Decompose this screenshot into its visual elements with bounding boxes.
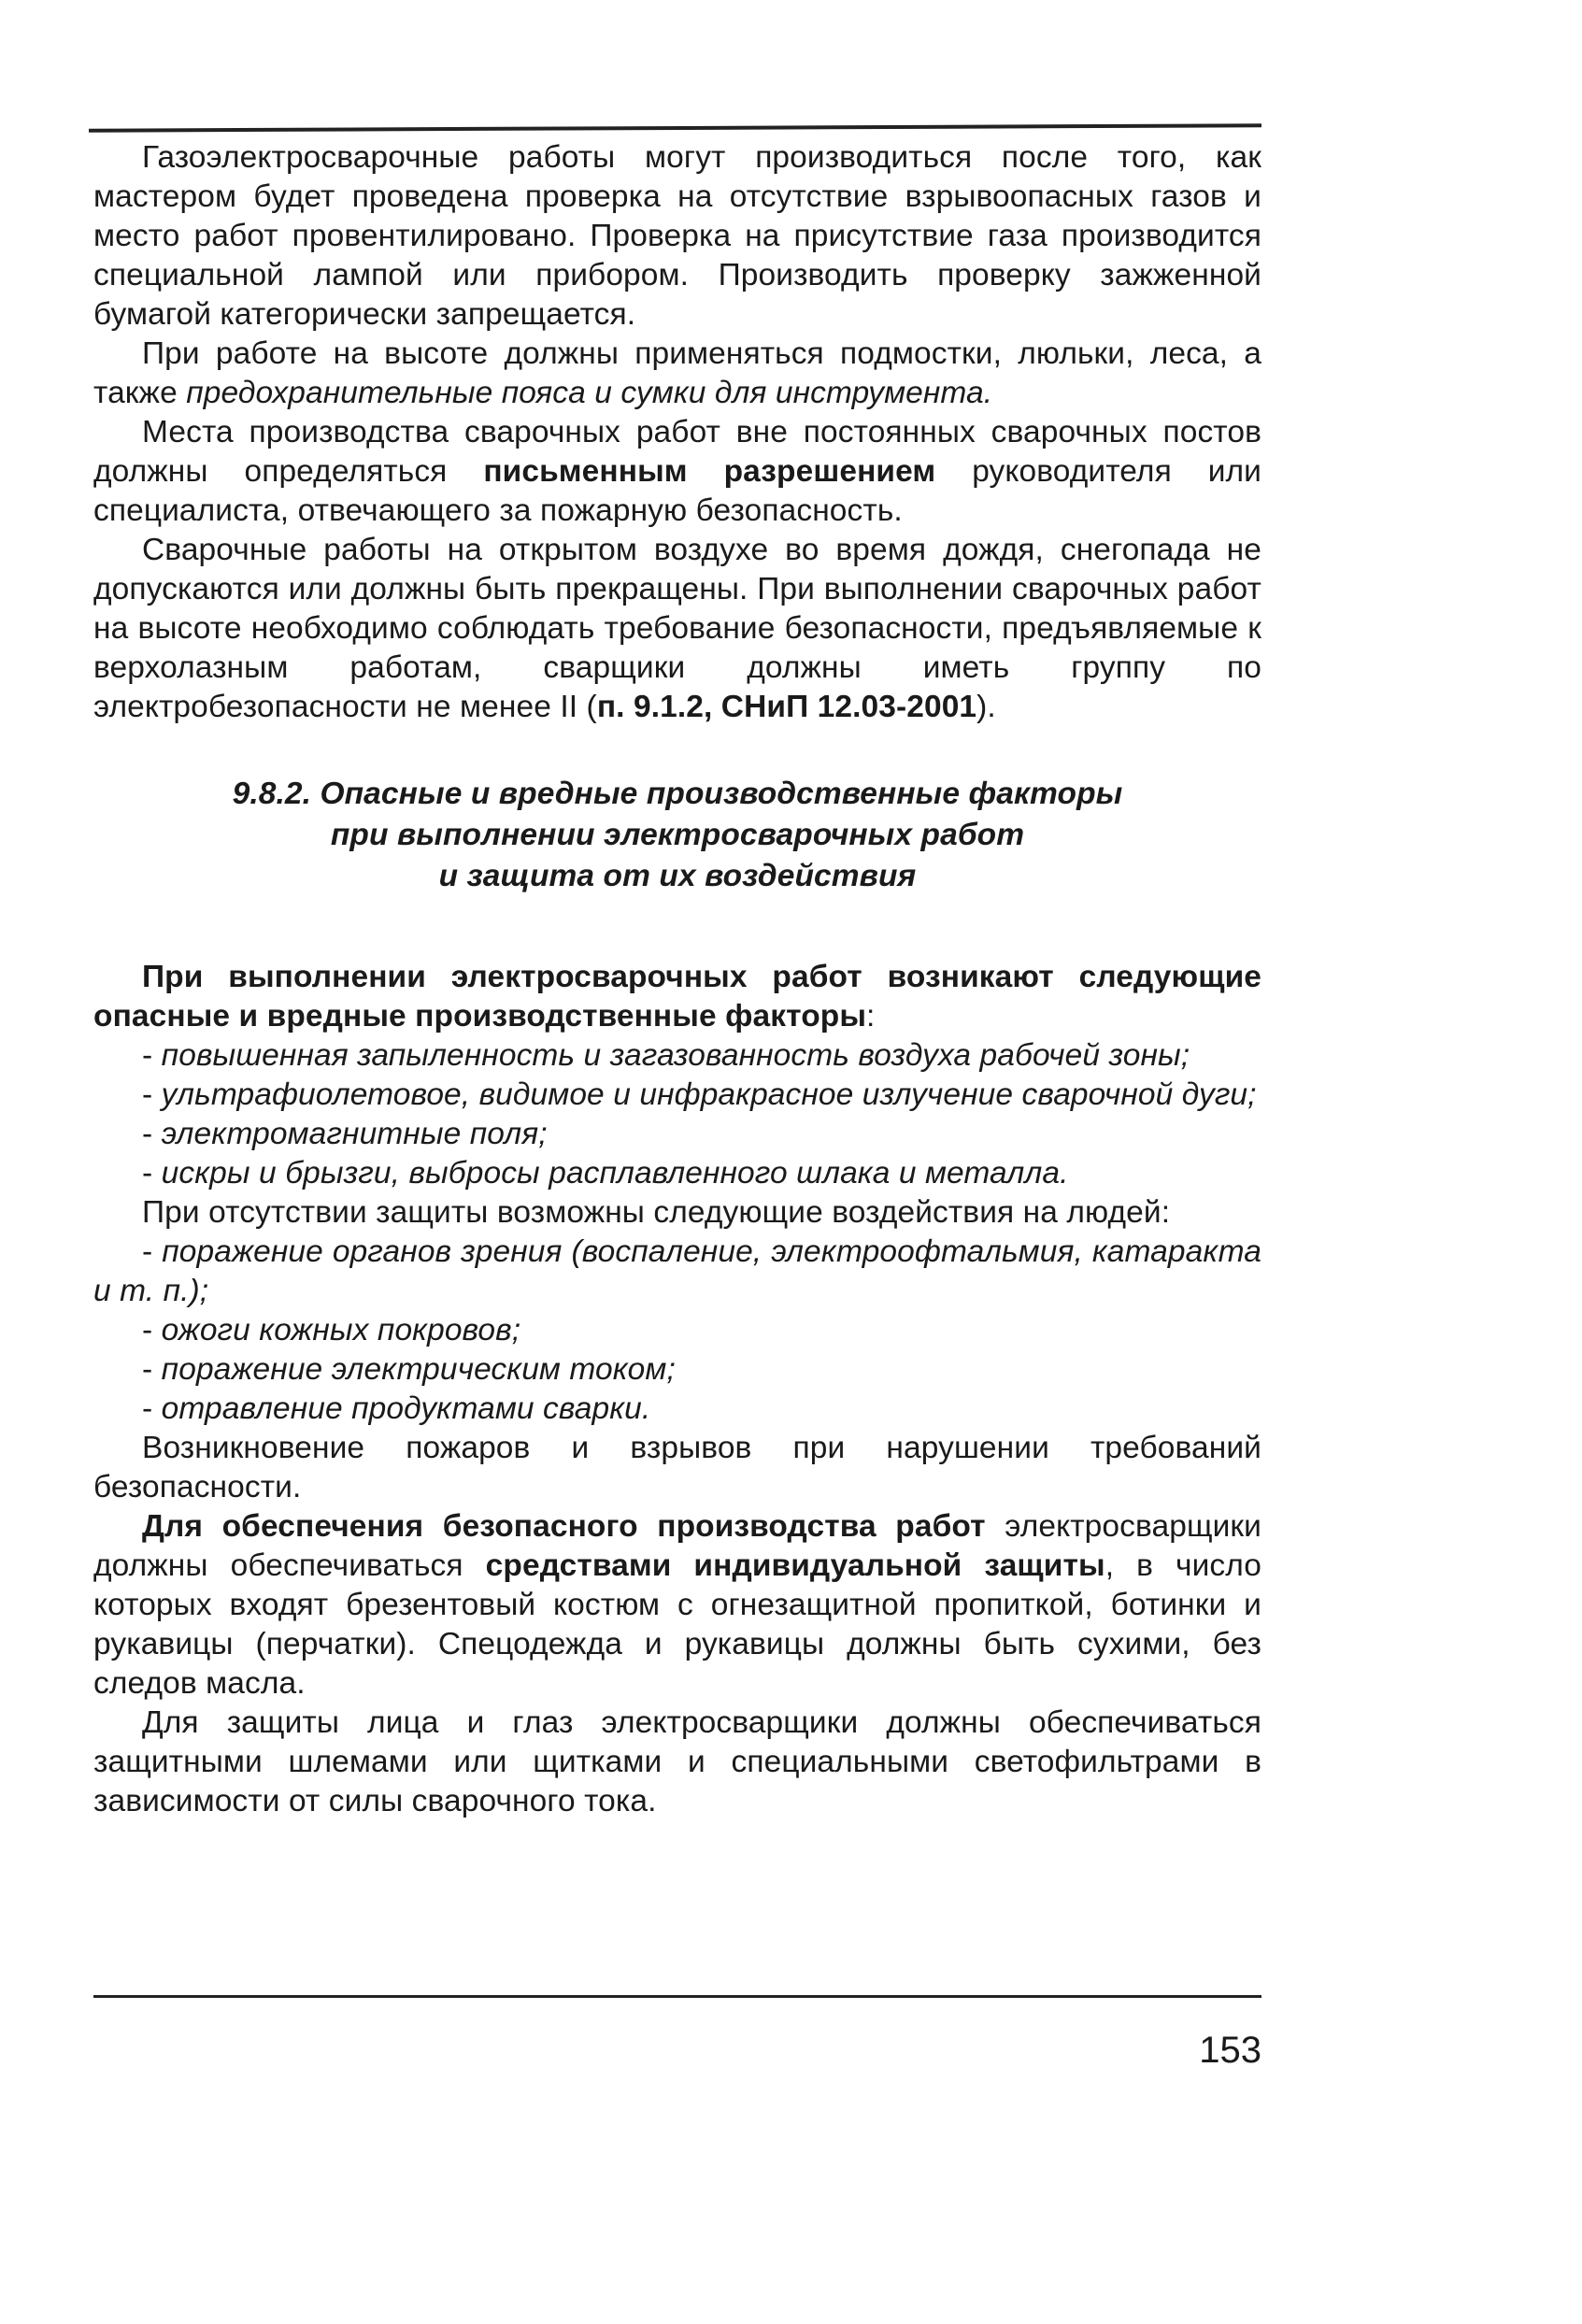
section-heading-line: 9.8.2. Опасные и вредные производственные факторы: [232, 777, 1123, 811]
list-item-text: повышенная запыленность и загазованность воздуха рабочей зоны;: [161, 1038, 1190, 1073]
paragraph-bold-text: п. 9.1.2, СНиП 12.03-2001: [596, 690, 977, 724]
list-item-text: отравление продуктами сварки.: [161, 1391, 651, 1426]
paragraph-italic-text: предохранительные пояса и сумки для инструмента.: [186, 376, 993, 410]
list-item: [93, 1115, 1261, 1154]
paragraph-face-protection: Для защиты лица и глаз электросварщики должны обеспечиваться защитными шлемами или щитками и специальными светофильтрами в зависимости от силы сварочного тока.: [93, 1705, 1261, 1818]
paragraph-text: :: [866, 999, 876, 1034]
body-text: [93, 138, 1261, 1821]
list-item: [93, 1350, 1261, 1390]
paragraph-height-work: [93, 335, 1261, 413]
list-item: [93, 1076, 1261, 1115]
list-item-text: искры и брызги, выбросы расплавленного шлака и металла.: [161, 1156, 1069, 1191]
paragraph-text: , в число которых входят брезентовый костюм с огнезащитной пропиткой, ботинки и рукавицы (перчатки). Спецодежда и рукавицы должны быть сухими, без следов масла.: [93, 1548, 1262, 1701]
paragraph-text: При работе на высоте должны применяться подмостки, люльки, леса, а также: [93, 336, 1261, 410]
paragraph-ppe: [93, 1507, 1261, 1704]
paragraph-fires: Возникновение пожаров и взрывов при нарушении требований безопасности.: [93, 1431, 1261, 1504]
list-item-text: электромагнитные поля;: [161, 1117, 548, 1151]
paragraph-outdoor-welding: [93, 531, 1261, 727]
list-dash: -: [142, 1352, 162, 1387]
list-dash: -: [142, 1156, 162, 1191]
page-number: 153: [1199, 2030, 1261, 2071]
list-dash: -: [142, 1391, 162, 1426]
list-item-text: поражение органов зрения (воспаление, электроофтальмия, катаракта и т. п.);: [93, 1234, 1261, 1308]
list-dash: -: [142, 1313, 162, 1347]
bottom-rule: [93, 1995, 1261, 1998]
paragraph-text: Сварочные работы на открытом воздухе во время дождя, снегопада не допускаются или должны быть прекращены. При выполнении сварочных работ на высоте необходимо соблюдать требование безопасности, предъявляемые к верхолазным работам, сварщики должны иметь группу по электробезопасности не менее II (: [93, 533, 1261, 724]
list-item: [93, 1311, 1261, 1350]
list-item: [93, 1390, 1261, 1429]
paragraph-text: Места производства сварочных работ вне постоянных сварочных постов должны определяться: [93, 415, 1261, 489]
list-dash: -: [142, 1077, 162, 1112]
list-item-text: поражение электрическим током;: [161, 1352, 676, 1387]
paragraph-effects-intro: При отсутствии защиты возможны следующие воздействия на людей:: [142, 1195, 1171, 1230]
list-item: [93, 1154, 1261, 1193]
paragraph-bold-text: средствами индивидуальной защиты: [485, 1548, 1105, 1583]
section-heading-line: при выполнении электросварочных работ: [330, 818, 1025, 852]
paragraph-welding-places: [93, 413, 1261, 531]
top-rule: [89, 123, 1261, 132]
paragraph-bold-text: письменным разрешением: [483, 454, 936, 489]
list-item-text: ультрафиолетовое, видимое и инфракрасное излучение сварочной дуги;: [161, 1077, 1257, 1112]
paragraph-factors-intro: [93, 958, 1261, 1036]
paragraph-text: электросварщики должны обеспечиваться: [93, 1509, 1261, 1583]
list-item: [93, 1036, 1261, 1076]
list-dash: -: [142, 1038, 162, 1073]
list-dash: -: [142, 1234, 163, 1269]
paragraph-text: руководителя или специалиста, отвечающего за пожарную безопасность.: [93, 454, 1261, 528]
paragraph-gas-welding: Газоэлектросварочные работы могут производиться после того, как мастером будет проведена проверка на отсутствие взрывоопасных газов и место работ провентилировано. Проверка на присутствие газа производится специальной лампой или прибором. Производить проверку зажженной бумагой категорически запрещается.: [93, 140, 1261, 332]
paragraph-bold-text: Для обеспечения безопасного производства работ: [142, 1509, 986, 1544]
section-heading: [93, 774, 1261, 897]
paragraph-bold-text: При выполнении электросварочных работ возникают следующие опасные и вредные производственные факторы: [93, 960, 1261, 1034]
section-heading-line: и защита от их воздействия: [438, 859, 917, 893]
paragraph-text: ).: [976, 690, 996, 724]
list-item: [93, 1233, 1261, 1311]
list-item-text: ожоги кожных покровов;: [161, 1313, 521, 1347]
list-dash: -: [142, 1117, 162, 1151]
